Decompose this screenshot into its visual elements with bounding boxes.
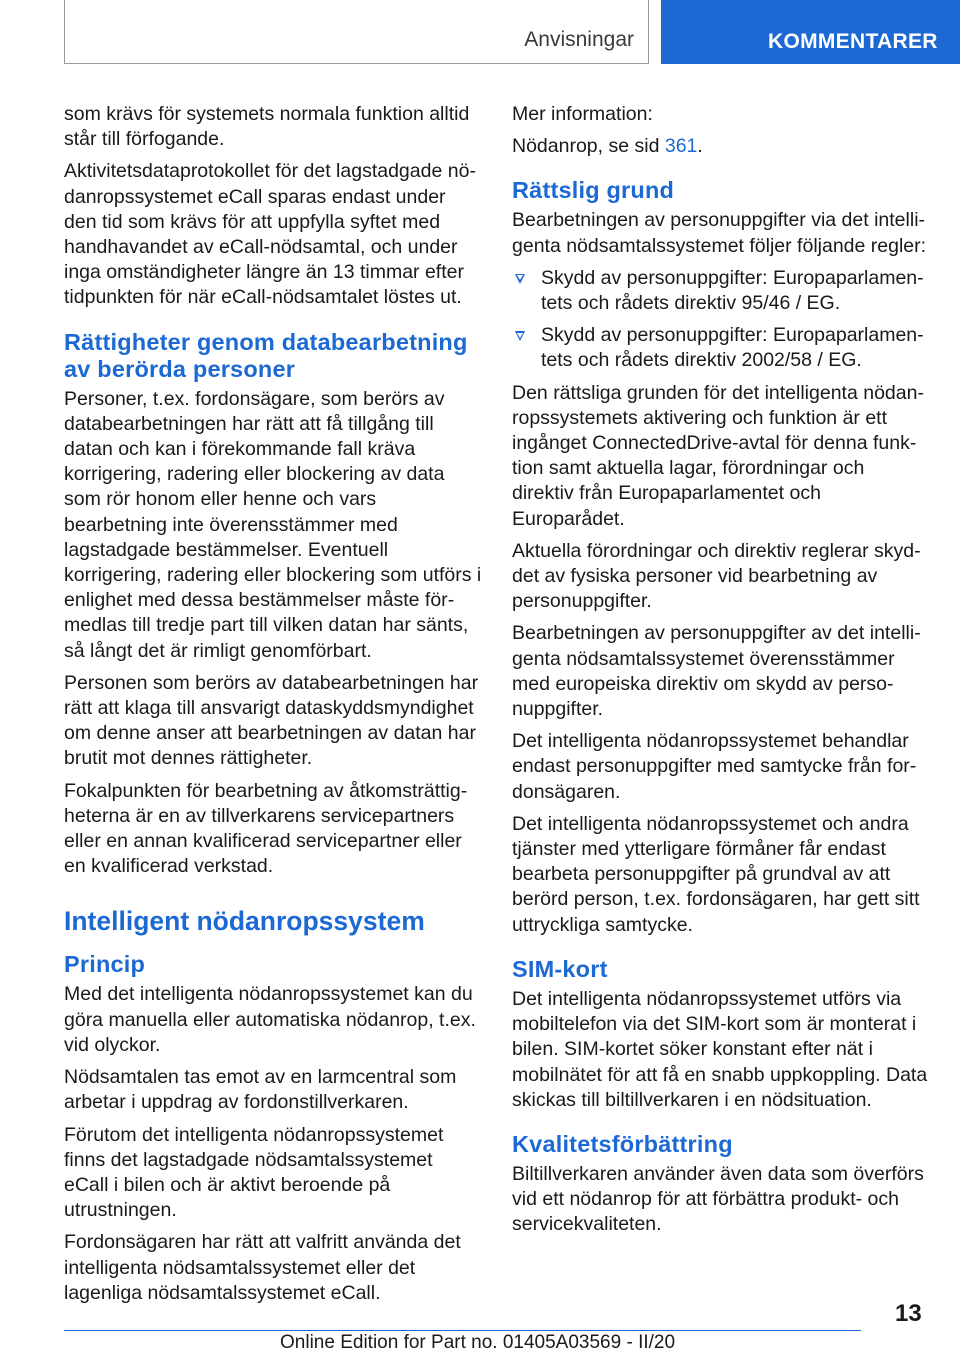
header-tab-label: KOMMENTARER: [768, 30, 938, 53]
header-section-box: [64, 0, 649, 64]
paragraph: Personen som berörs av databearbetningen har rätt att klaga till ansvarigt dataskyddsmyndighet om denne anser att bearbetningen av datan har brutit mot dennes rättigheter.: [64, 671, 479, 770]
triangle-bullet-icon: [515, 331, 525, 341]
list-item-text: Skydd av personuppgifter: Europaparlamentets och rådets direktiv 2002/58 / EG.: [541, 324, 924, 372]
paragraph: Med det intelligenta nödanropssystemet kan du göra manuella eller automatiska nödanrop, t.ex. vid olyckor.: [64, 983, 476, 1056]
page-reference: [512, 134, 930, 159]
more-info-label: Mer information:: [512, 103, 653, 125]
header-tab-kommentarer[interactable]: [661, 0, 960, 64]
footer-divider: [64, 1330, 861, 1331]
paragraph: Bearbetningen av personuppgifter av det intelligenta nödsamtalssystemet överensstämmer med europeiska direktiv om skydd av personuppgifter.: [512, 622, 921, 721]
heading-data-subject-rights: Rättigheter genom databearbetning av berörda personer: [64, 328, 468, 382]
paragraph: Nödsamtalen tas emot av en larmcentral som arbetar i uppdrag av fordonstillverkaren.: [64, 1066, 457, 1114]
paragraph: Förutom det intelligenta nödanropssystemet finns det lagstadgade nödsamtalssystemet eCall i bilen och är aktivt beroende på utrustningen.: [64, 1123, 444, 1222]
heading-quality-improvement: Kvalitetsförbättring: [512, 1130, 733, 1157]
paragraph: Fokalpunkten för bearbetning av åtkomsträttigheterna är en av tillverkarens servicepartners eller en annan kvalificerad servicepartner eller en kvalificerad verkstad.: [64, 779, 468, 878]
list-item: [512, 266, 930, 316]
heading-intelligent-emergency-call: Intelligent nödanropssystem: [64, 906, 425, 937]
heading-sim-card: SIM-kort: [512, 955, 608, 982]
paragraph: Det intelligenta nödanropssystemet behandlar endast personuppgifter med samtycke från fordonsägaren.: [512, 730, 917, 803]
paragraph: som krävs för systemets normala funktion alltid står till förfogande.: [64, 103, 470, 151]
heading-legal-basis: Rättslig grund: [512, 177, 675, 204]
paragraph: Fordonsägaren har rätt att valfritt använda det intelligenta nödsamtalssystemet eller det lagenliga nödsamtalssystemet eCall.: [64, 1231, 461, 1304]
paragraph: Det intelligenta nödanropssystemet och andra tjänster med ytterligare förmåner får endast bearbeta personuppgifter på grundval av att berörd person, t.ex. fordonsägaren, har gett sitt uttryckliga samtycke.: [512, 812, 920, 936]
list-item: [512, 323, 930, 373]
paragraph: Aktivitetsdataprotokollet för det lagstadgade nödanropssystemet eCall sparas endast under den tid som krävs för att uppfylla syftet med handhavandet av eCall-nödsamtal, och under inga omständigheter längre än 13 timmar efter tidpunkten för när eCall-nödsamtalet löstes ut.: [64, 160, 476, 309]
paragraph: Bearbetningen av personuppgifter via det intelligenta nödsamtalssystemet följer följande regler:: [512, 209, 927, 257]
list-item-text: Skydd av personuppgifter: Europaparlamentets och rådets direktiv 95/46 / EG.: [541, 266, 924, 315]
page-reference-text: Nödanrop, se sid: [512, 135, 665, 158]
paragraph: Personer, t.ex. fordonsägare, som berörs av databearbetningen har rätt att få tillgång till datan och kan i förekommande fall kräva korrigering, radering eller blockering av data som rör honom eller henne och vars bearbetning inte överensstämmer med lagstadgade bestämmelser. Eventuell korrigering, radering eller blockering som utförs i enlighet med dessa bestämmelser måste förmedlas till tredje part till vilken datan har sänts, så långt det är rimligt genomförbart.: [64, 387, 482, 662]
paragraph: Det intelligenta nödanropssystemet utförs via mobiltelefon via det SIM-kort som är monterat i bilen. SIM-kortet söker konstant efter nät i mobilnätet för att få en snabb uppkoppling. Data skickas till biltillverkaren i en nödsituation.: [512, 987, 928, 1111]
heading-principle: Princip: [64, 951, 146, 978]
left-column: [64, 102, 482, 1313]
page-reference-end: .: [697, 135, 703, 158]
page-number: 13: [895, 1300, 922, 1327]
regulation-list: [512, 266, 930, 374]
page-reference-link[interactable]: 361: [664, 135, 698, 158]
paragraph: Den rättsliga grunden för det intelligenta nödanropssystemets aktivering och funktion är ett ingånget ConnectedDrive-avtal för denna funktion samt aktuella lagar, förordningar och direktiv från Europaparlamentet och Europarådet.: [512, 381, 924, 530]
right-column: [512, 102, 930, 1245]
paragraph: Biltillverkaren använder även data som överförs vid ett nödanrop för att förbättra produkt- och servicekvaliteten.: [512, 1162, 924, 1236]
paragraph: Aktuella förordningar och direktiv reglerar skyddet av fysiska personer vid bearbetning av personuppgifter.: [512, 539, 921, 613]
footer-edition-text: Online Edition for Part no. 01405A03569 - II/20: [280, 1332, 676, 1353]
triangle-bullet-icon: [515, 274, 525, 284]
header-section-label: Anvisningar: [524, 28, 634, 51]
